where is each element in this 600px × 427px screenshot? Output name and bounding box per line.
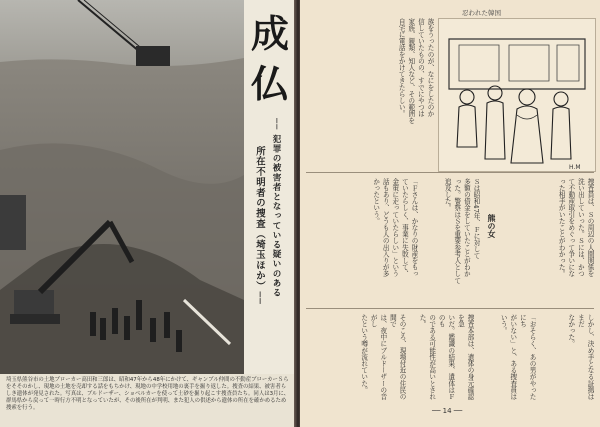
text-column-5: そのころ、現場付近の住民の間で は、夜中にブルドーザーの音がし たという噂が流れていた。 [359,314,406,400]
text-column-3: Ｓは昭和47年、Ｆに対して 多額の借金をしていたことがわか った。警察はＳを重要参考人として 追及した。 [443,178,480,284]
left-page [0,0,296,427]
page-number: ── 14 ── [432,407,463,415]
photo-caption: 埼玉県熊谷市の土地ブローカー高田和三郎は、昭和47年から48年にかけて、ギャンブル仲間の不動産ブローカーＳらをそそのかし、現地の土地を売却する話をもちかけ、現地の中学校用地の裏手を掘り返した。捜査の結果、被害者らしき遺体が発見された。写真は、ブルドーザー、ショベルカーを使って土砂を掘り起こす捜査員たち。同人は3月に、群馬県から戻って一時行方不明となっていたが、その後所在が判明、また犯人の供述から遺体の所在を確かめるため捜索を行う。 [6,377,290,412]
text-column-7: 「おそらく、あの男がやったにち がいない」と、ある捜査員はいう。 [499,314,536,400]
illustrator-signature: H.M [569,164,581,171]
text-column-4: 捜査員は、Ｓの周辺の人間関係を 洗い出していった。Ｓには、かつ て不動産取引をめぐって争いにな った相手がいたことがわかった。 [557,178,594,277]
tier-divider-2 [306,308,594,309]
title-char-2: 仏 [250,62,289,106]
illustration-art [439,19,595,171]
section-head: 熊の女 [487,214,496,238]
text-column-1: 族をうったのが、なにをしたのか 信していたものの、すでにやつは 家族、親類、知人など、その範囲を 自宅に電話をかけてきたらしい。 [397,18,434,124]
text-column-8: しかし、決め手となる証拠はまだ なかった。 [566,314,594,400]
subtitle-line-1: ── 犯罪の被害者となっている疑いのある [271,118,281,298]
excavation-photo [0,0,244,374]
excavation-photo-art [0,0,244,374]
illustration [438,18,596,172]
text-column-2: 「Ｆさんは、かなりの財産をもっ ていたらしく、事業に失敗して、 金策に走っていたらしい」という 話もあり、どうも人の出入りが多 かったという。 [371,178,418,277]
text-column-6: 捜査本部は、遺体の身元確認を急 いだ。鑑識の結果、遺体はＦのも のである可能性が高いとされた。 [418,314,474,400]
tier-divider-1 [306,172,594,173]
title-column [244,0,296,374]
subtitle-line-2: 所在不明者の捜査（埼玉ほか）── [254,146,265,305]
title-char-1: 成 [250,12,289,56]
running-head: 忍われた韓国 [462,9,501,17]
